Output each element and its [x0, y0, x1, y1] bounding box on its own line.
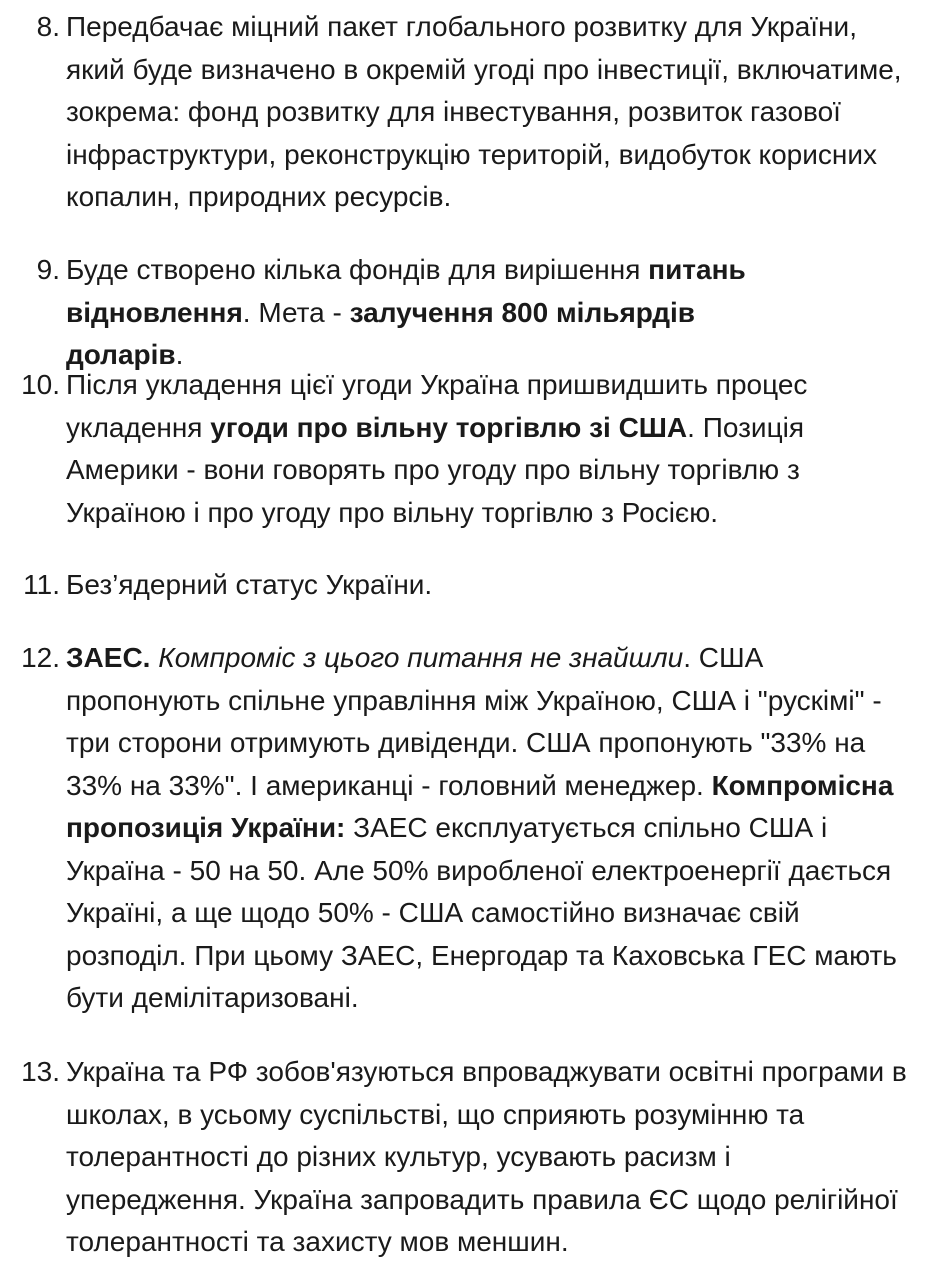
list-number: 8.: [36, 11, 60, 42]
list-item-text: Передбачає міцний пакет глобального розвитку для України, який буде визначено в окремій угоді про інвестиції, включатиме, зокрема: фонд розвитку для інвестування, розвиток газової інфраструктури, реконструкцію територій, видобуток корисних копалин, природних ресурсів.: [66, 11, 902, 212]
bold-phrase: угоди про вільну торгівлю зі США: [210, 411, 688, 443]
list-number: 12.: [21, 642, 60, 673]
list-number: 13.: [21, 1056, 60, 1087]
bold-phrase: питань відновлення: [66, 254, 746, 328]
list-number: 9.: [36, 254, 60, 285]
list-item-text: Україна та РФ зобов'язуються впроваджувати освітні програми в школах, в усьому суспільстві, що сприяють розумінню та толерантності до різних культур, усувають расизм і упередження. Україна запровадить правила ЄС щодо релігійної толерантності та захисту мов меншин.: [66, 1056, 907, 1257]
list-item-text: ЗАЕС. Компроміс з цього питання не знайшли. США пропонують спільне управління між Україною, США і "рускімі" - три сторони отримують дивіденди. США пропонують "33% на 33% на 33%". І американці - головний менеджер. Компромісна пропозиція України: ЗАЕС експлуатується спільно США і Україна - 50 на 50. Але 50% виробленої електроенергії дається Україні, а ще щодо 50% - США самостійно визначає свій розподіл. При цьому ЗАЕС, Енергодар та Каховська ГЕС мають бути демілітаризовані.: [66, 642, 897, 1013]
bold-phrase: залучення 800 мільярдів доларів: [66, 296, 695, 370]
list-number: 10.: [21, 369, 60, 400]
list-item-text: Буде створено кілька фондів для вирішення питань відновлення. Мета - залучення 800 мільярдів доларів.: [66, 254, 746, 370]
list-item-text: Без’ядерний статус України.: [66, 569, 433, 600]
bold-phrase: Компромісна пропозиція України:: [66, 769, 894, 843]
italic-phrase: Компроміс з цього питання не знайшли: [158, 642, 684, 673]
list-item-text: Після укладення цієї угоди Україна пришвидшить процес укладення угоди про вільну торгівлю зі США. Позиція Америки - вони говорять про угоду про вільну торгівлю з Україною і про угоду про вільну торгівлю з Росією.: [66, 369, 808, 528]
bold-phrase: ЗАЕС.: [66, 642, 151, 673]
list-number: 11.: [23, 569, 60, 600]
